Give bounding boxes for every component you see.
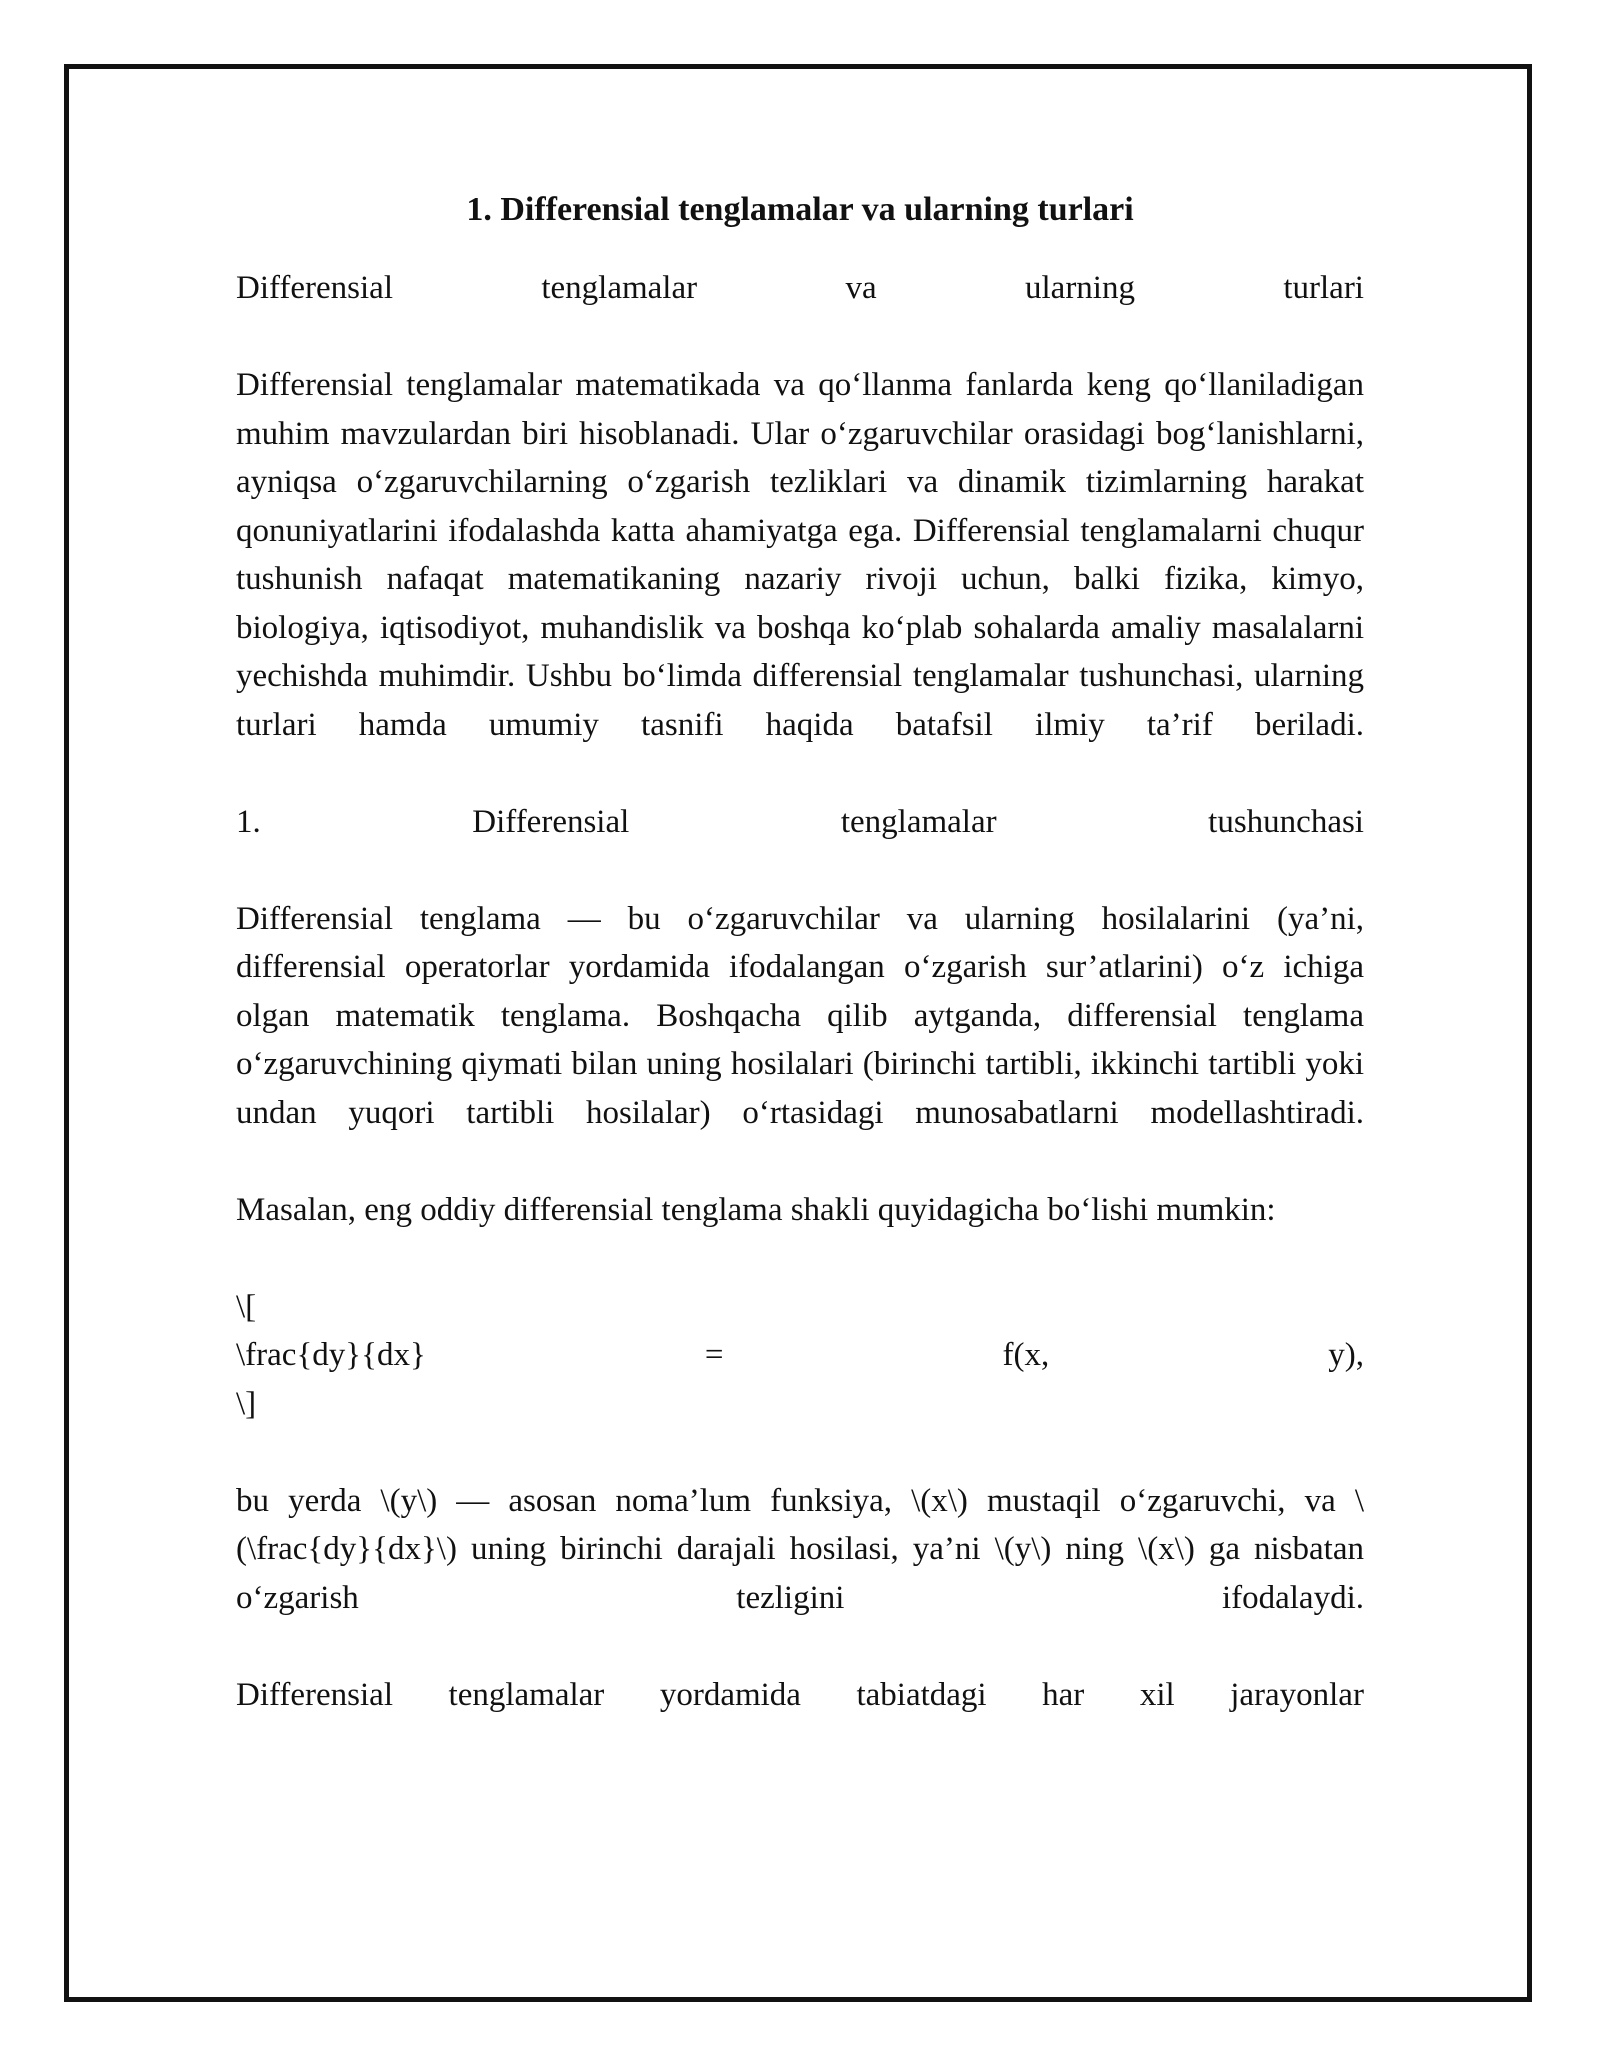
example-paragraph xyxy=(236,1186,1364,1235)
subtitle-word: turlari xyxy=(1283,270,1364,306)
subtitle-word: va xyxy=(845,270,877,306)
formula-token: \frac{dy}{dx} xyxy=(236,1337,426,1373)
continuation-word: yordamida xyxy=(659,1676,801,1713)
section-heading-word: tushunchasi xyxy=(1208,803,1364,840)
definition-paragraph xyxy=(236,895,1364,1138)
section-heading-word: 1. xyxy=(236,803,261,840)
formula-token: = xyxy=(704,1337,724,1373)
intro-paragraph xyxy=(236,361,1364,749)
continuation-word: jarayonlar xyxy=(1230,1676,1364,1713)
formula-close: \] xyxy=(236,1385,257,1422)
subtitle-line xyxy=(236,264,1364,313)
continuation-word: Differensial xyxy=(236,1676,393,1713)
continuation-word: har xyxy=(1042,1676,1085,1713)
formula-token: y), xyxy=(1328,1337,1364,1373)
section-heading-word: tenglamalar xyxy=(840,803,997,840)
document-body xyxy=(236,186,1364,1719)
explanation-paragraph xyxy=(236,1477,1364,1623)
continuation-word: xil xyxy=(1139,1676,1175,1713)
paragraph-text: Differensial tenglama — bu o‘zgaruvchilar va ularning hosilalarini (ya’ni, differensial operatorlar yordamida ifodalangan o‘zgarish sur’atlarini) o‘z ichiga olgan matematik tenglama. Boshqacha qilib aytganda, differensial tenglama o‘zgaruvchining qiymati bilan uning hosilalari (birinchi tartibli, ikkinchi tartibli yoki undan yuqori tartibli hosilalar) o‘rtasidagi munosabatlarni modellashtiradi. xyxy=(236,900,1364,1131)
section-heading xyxy=(236,798,1364,847)
document-title: 1. Differensial tenglamalar va ularning turlari xyxy=(466,191,1134,228)
continuation-word: tabiatdagi xyxy=(856,1676,987,1713)
subtitle-word: Differensial xyxy=(236,270,393,306)
paragraph-text: bu yerda \(y\) — asosan noma’lum funksiya, \(x\) mustaqil o‘zgaruvchi, va \(\frac{dy}{dx}\) uning birinchi darajali hosilasi, ya’ni \(y\) ning \(x\) ga nisbatan o‘zgarish tezligini ifodalaydi. xyxy=(236,1482,1364,1616)
section-heading-word: Differensial xyxy=(472,803,630,840)
formula-block xyxy=(236,1283,1364,1429)
continuation-word: tenglamalar xyxy=(448,1676,605,1713)
paragraph-text: Masalan, eng oddiy differensial tenglama shakli quyidagicha bo‘lishi mumkin: xyxy=(236,1191,1276,1228)
continuation-line xyxy=(236,1671,1364,1720)
subtitle-word: tenglamalar xyxy=(541,270,698,306)
subtitle-word: ularning xyxy=(1025,270,1135,306)
formula-line xyxy=(236,1331,1364,1380)
formula-open: \[ xyxy=(236,1288,257,1325)
paragraph-text: Differensial tenglamalar matematikada va qo‘llanma fanlarda keng qo‘llaniladigan muhim mavzulardan biri hisoblanadi. Ular o‘zgaruvchilar orasidagi bog‘lanishlarni, ayniqsa o‘zgaruvchilarning o‘zgarish tezliklari va dinamik tizimlarning harakat qonuniyatlarini ifodalashda katta ahamiyatga ega. Differensial tenglamalarni chuqur tushunish nafaqat matematikaning nazariy rivoji uchun, balki fizika, kimyo, biologiya, iqtisodiyot, muhandislik va boshqa ko‘plab sohalarda amaliy masalalarni yechishda muhimdir. Ushbu bo‘limda differensial tenglamalar tushunchasi, ularning turlari hamda umumiy tasnifi haqida batafsil ilmiy ta’rif beriladi. xyxy=(236,367,1364,743)
formula-token: f(x, xyxy=(1002,1337,1050,1373)
